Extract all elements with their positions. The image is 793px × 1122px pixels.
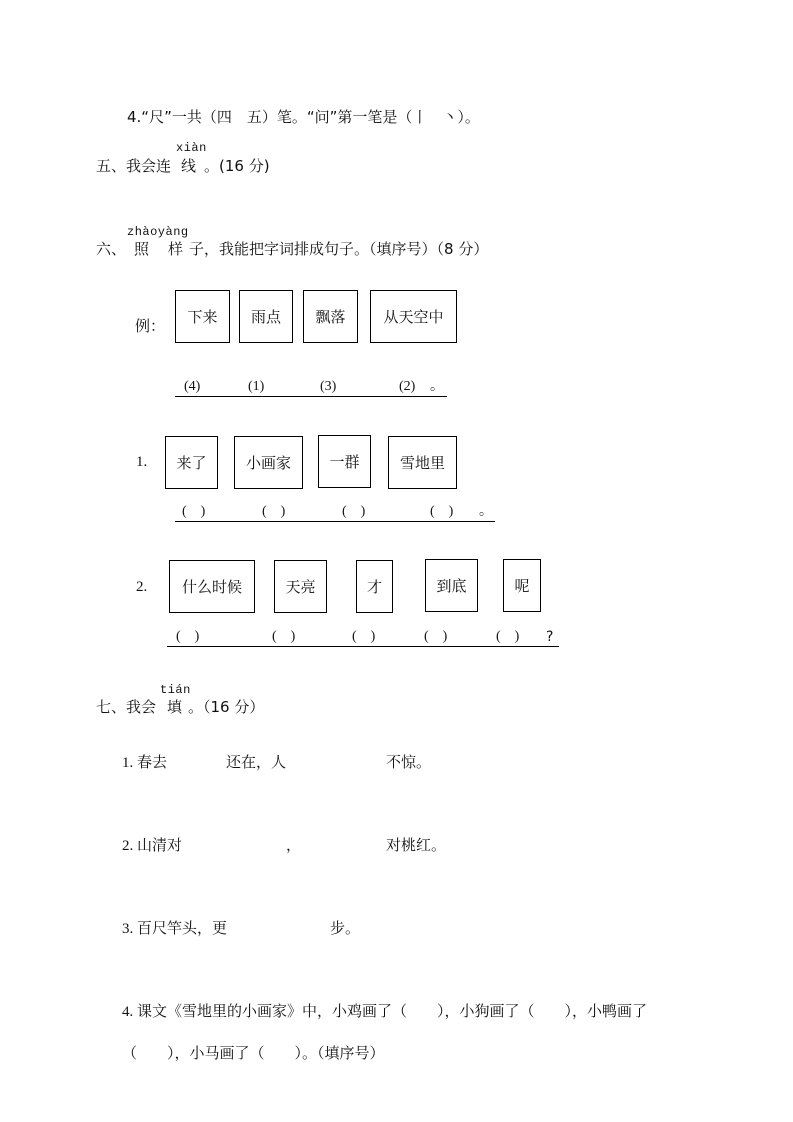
pinyin-zhaoyang: zhàoyàng: [127, 225, 189, 239]
example-answer: (4): [184, 379, 201, 394]
word-card: 天亮: [274, 560, 327, 613]
section-7-heading: [96, 684, 396, 716]
answer-underline: [175, 521, 495, 522]
fill-text: 步。: [330, 919, 361, 937]
fill-text: 百尺竿头，更: [137, 919, 228, 937]
question-4-stroke: [127, 108, 480, 126]
end-punct: ?: [546, 629, 554, 645]
word-card: 雨点: [239, 290, 293, 343]
section-title-pre: 我会连: [126, 157, 172, 175]
pinyin-char: 填: [167, 698, 183, 716]
item-number: 4.: [122, 1004, 134, 1020]
word-card: 从天空中: [370, 290, 457, 343]
word-card: 才: [356, 560, 393, 613]
answer-blank[interactable]: ( ): [424, 629, 448, 644]
word-card: 小画家: [234, 436, 303, 489]
pinyin-char: 线: [181, 157, 197, 175]
item-number: 1.: [122, 755, 134, 771]
pinyin-char-yang: 样: [168, 240, 184, 258]
question-4-text: 4.“尺”一共（四 五）笔。“问”第一笔是（丨 丶）。: [127, 108, 480, 126]
item-number: 3.: [122, 921, 134, 937]
word-card: 飘落: [303, 290, 358, 343]
word-card: 到底: [425, 559, 478, 612]
example-label: 例：: [135, 317, 166, 335]
fill-text: 还在，人: [226, 753, 287, 771]
section-score: 。(16 分): [204, 157, 270, 175]
answer-underline: [175, 396, 447, 397]
section-number: 六、: [96, 240, 127, 258]
example-answer: (3): [320, 379, 337, 394]
fill-text: 不惊。: [386, 753, 432, 771]
example-answer: (1): [248, 379, 265, 394]
word-card: 雪地里: [388, 436, 457, 489]
answer-blank[interactable]: ( ): [176, 629, 200, 644]
answer-blank[interactable]: ( ): [352, 629, 376, 644]
fill-text-line1: 课文《雪地里的小画家》中，小鸡画了（ ），小狗画了（ ），小鸭画了: [137, 1002, 648, 1020]
answer-blank[interactable]: ( ): [430, 504, 454, 519]
fill-text: 对桃红。: [386, 836, 447, 854]
word-card: 呢: [503, 559, 541, 612]
answer-underline: [167, 646, 559, 647]
pinyin-xian: xiàn: [176, 141, 207, 155]
word-card: 下来: [175, 290, 230, 343]
section-6-heading: [96, 226, 596, 258]
item-number: 2.: [122, 838, 134, 854]
section-score: 。（16 分）: [188, 698, 265, 716]
fill-text: 春去: [137, 753, 168, 771]
answer-blank[interactable]: ( ): [262, 504, 286, 519]
example-answer: (2): [399, 379, 416, 394]
item-number: 1.: [136, 454, 148, 470]
section-number: 五、: [96, 157, 127, 175]
section-number: 七、: [96, 698, 127, 716]
answer-blank[interactable]: ( ): [496, 629, 520, 644]
answer-blank[interactable]: ( ): [272, 629, 296, 644]
item-number: 2.: [136, 579, 148, 595]
fill-text-line2: （ ），小马画了（ ）。（填序号）: [122, 1044, 385, 1062]
word-card: 一群: [318, 435, 371, 488]
end-punct: 。: [479, 504, 493, 519]
fill-text: ，: [286, 836, 302, 854]
example-end-punct: 。: [430, 379, 444, 394]
section-title-pre: 我会: [126, 698, 157, 716]
word-card: 来了: [165, 436, 218, 489]
fill-text: 山清对: [137, 836, 183, 854]
answer-blank[interactable]: ( ): [342, 504, 366, 519]
word-card: 什么时候: [169, 560, 255, 613]
pinyin-tian: tián: [160, 683, 191, 697]
pinyin-char-zhao: 照: [134, 240, 150, 258]
section-title: 子，我能把字词排成句子。（填序号）（8 分）: [189, 240, 489, 258]
answer-blank[interactable]: ( ): [182, 504, 206, 519]
